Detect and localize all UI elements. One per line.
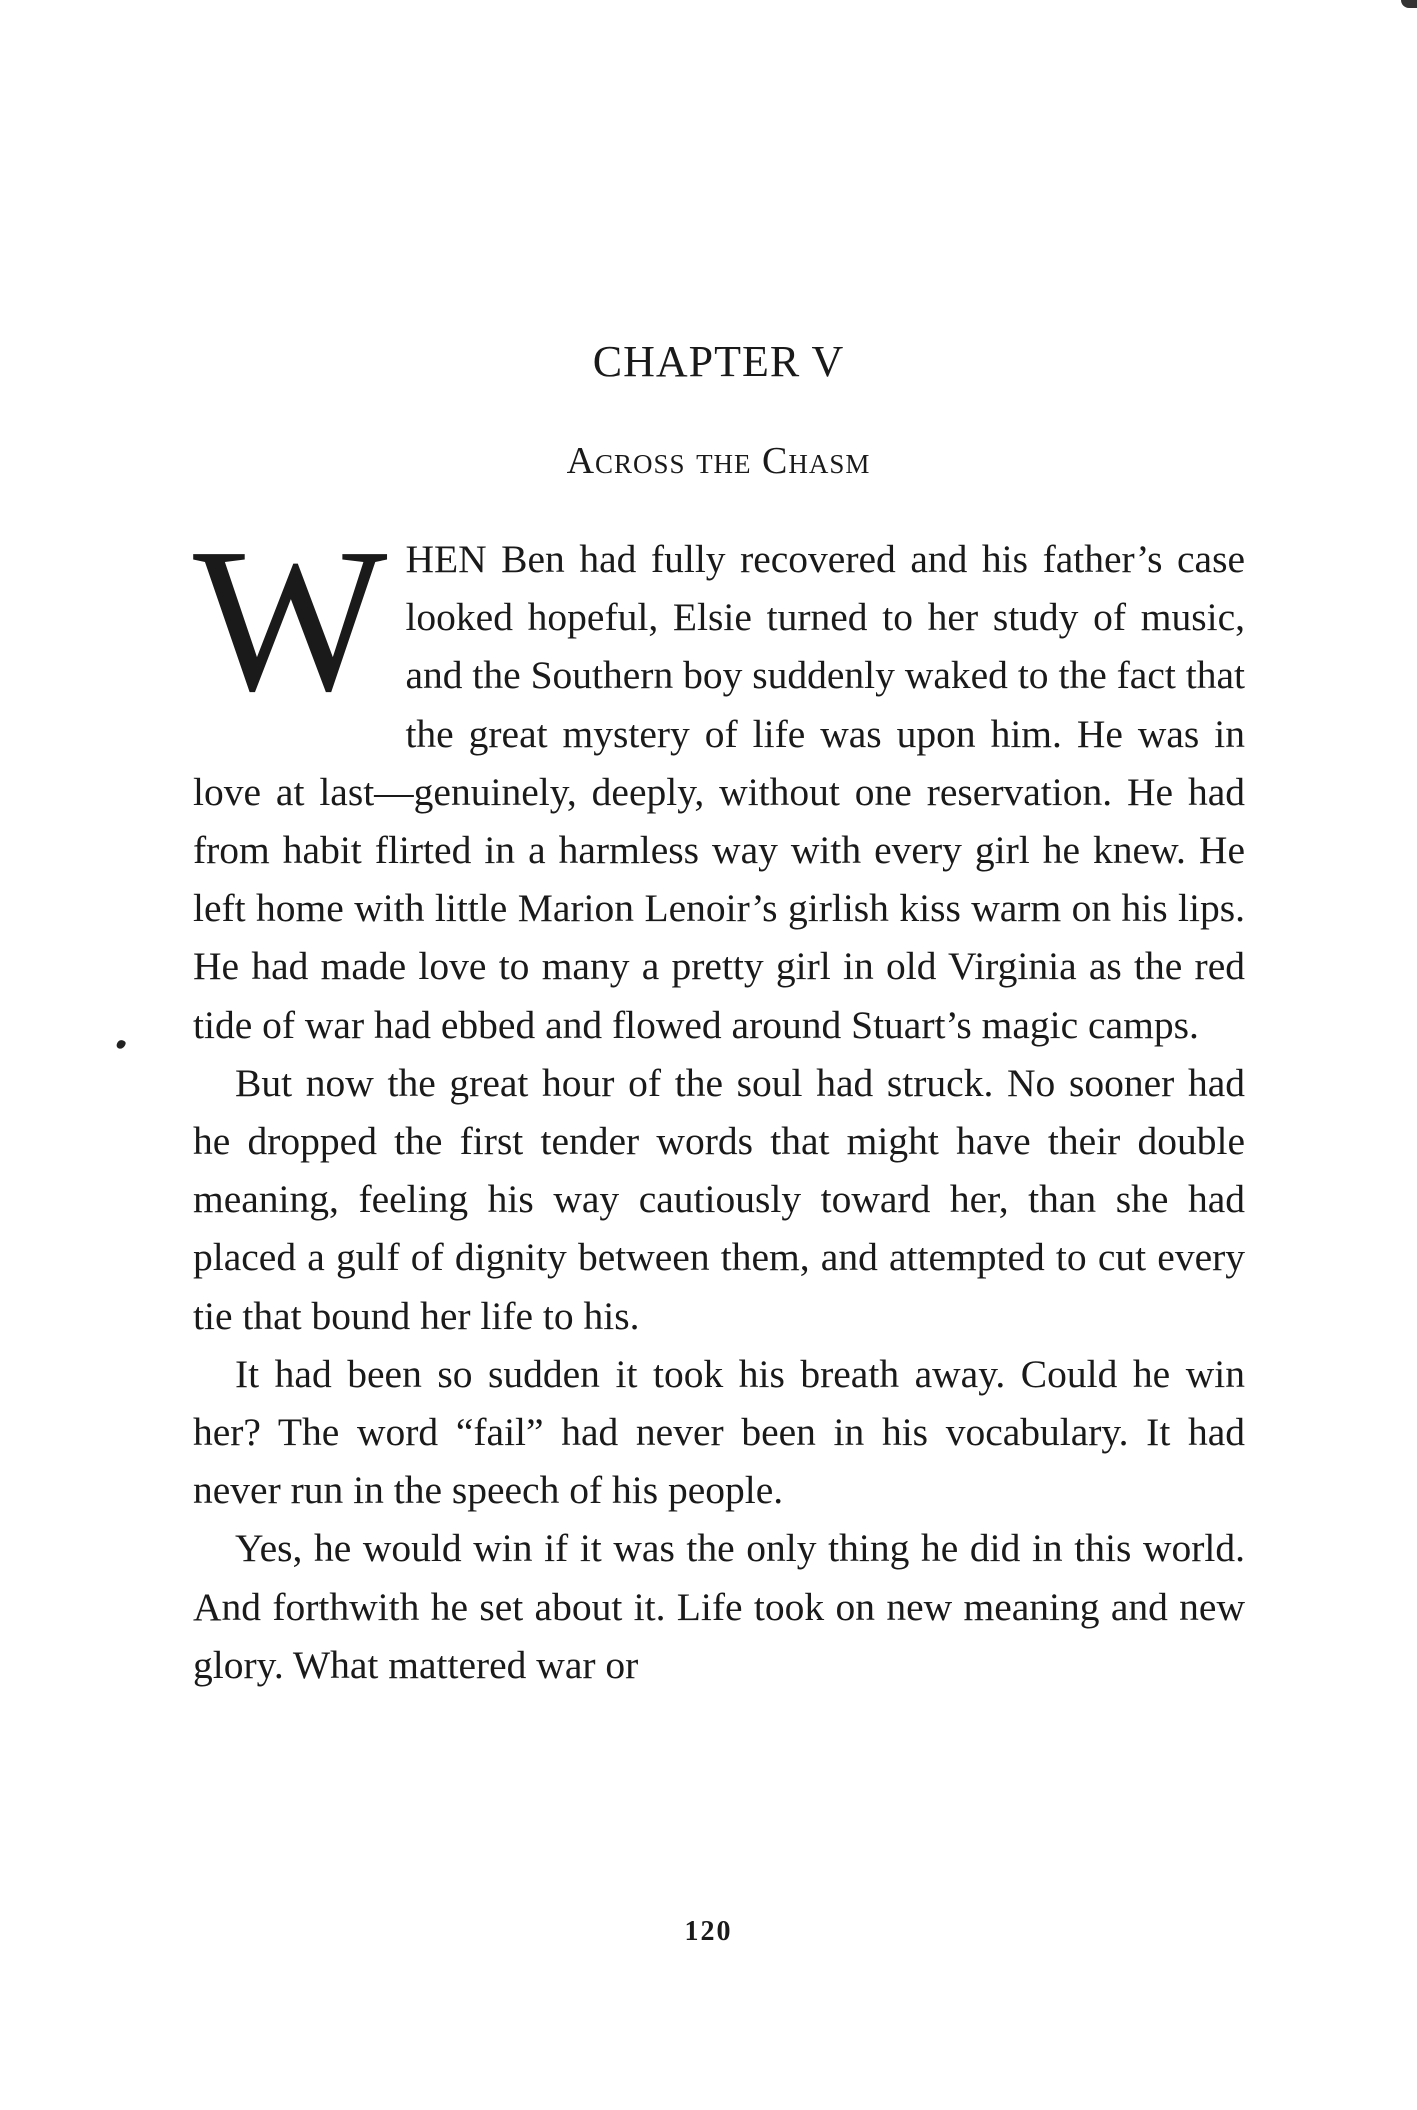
paragraph-1 bbox=[193, 505, 1245, 1054]
chapter-body bbox=[193, 505, 1245, 1694]
paragraph-2: But now the great hour of the soul had struck. No sooner had he dropped the first tender words that might have their double meaning, feeling his way cautiously toward her, than she had placed a gulf of dignity between them, and attempted to cut every tie that bound her life to his. bbox=[193, 1060, 1245, 1338]
drop-cap: W bbox=[193, 505, 388, 734]
chapter-title: Across the Chasm bbox=[566, 440, 871, 482]
chapter-heading: CHAPTER V bbox=[592, 337, 845, 386]
paragraph-1-text: HEN Ben had fully recovered and his father’s case looked hopeful, Elsie turned to her study of music, and the Southern boy suddenly waked to the fact that the great mystery of life was upon him. He was in love at last—genuinely, deeply, without one reservation. He had from habit flirted in a harmless way with every girl he knew. He left home with little Marion Lenoir’s girlish kiss warm on his lips. He had made love to many a pretty girl in old Virginia as the red tide of war had ebbed and flowed around Stuart’s magic camps. bbox=[193, 537, 1245, 1047]
ink-mark bbox=[115, 1039, 126, 1051]
paragraph-4: Yes, he would win if it was the only thing he did in this world. And forthwith he set about it. Life took on new meaning and new glory. What mattered war or bbox=[193, 1526, 1245, 1687]
scan-artifact bbox=[1401, 0, 1417, 8]
page-number: 120 bbox=[684, 1916, 733, 1947]
paragraph-3: It had been so sudden it took his breath away. Could he win her? The word “fail” had never been in his vocabulary. It had never run in the speech of his people. bbox=[193, 1351, 1245, 1513]
